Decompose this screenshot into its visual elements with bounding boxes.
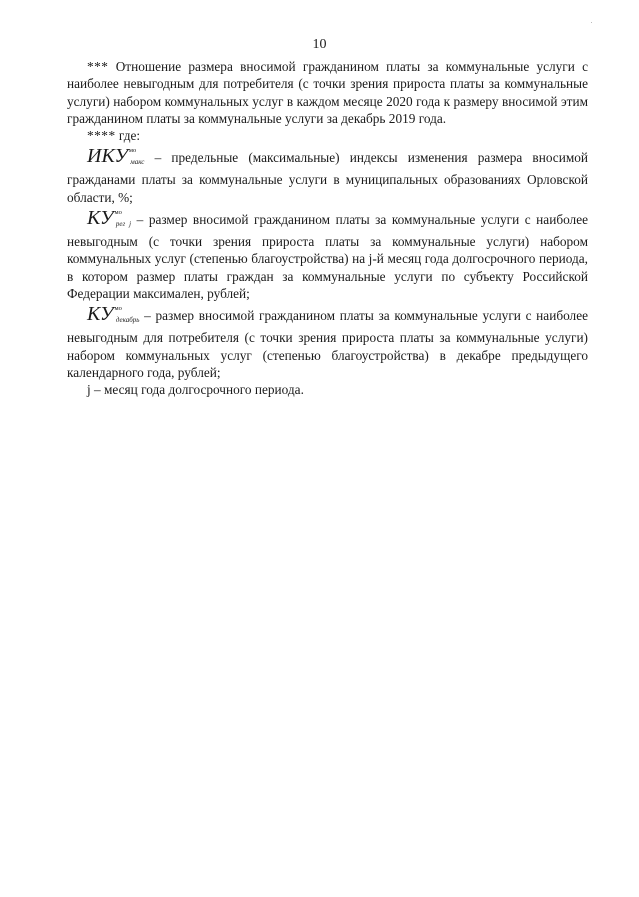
formula-iku xyxy=(87,145,144,167)
formula-ku-reg-subscript: рег j xyxy=(115,220,132,229)
footnote-4 xyxy=(67,127,588,144)
footnote-3 xyxy=(67,58,588,127)
formula-ku-december-subscript: декабрь xyxy=(115,316,140,325)
formula-ku-reg-superscript: мо xyxy=(114,209,122,217)
footnote-3-text: Отношение размера вносимой гражданином платы за коммунальные услуги с наиболее невыгодным для потребителя (с точки зрения прироста платы за коммунальные услуги) набором коммунальных услуг в каждом месяце 2020 года к размеру вносимой этим гражданином платы за коммунальные услуги за декабрь 2019 года. xyxy=(67,59,588,126)
formula-ku-december-superscript: мо xyxy=(114,305,122,313)
definition-ku-december-text: – размер вносимой гражданином платы за коммунальные услуги с наиболее невыгодным для потребителя (с точки зрения прироста платы за коммунальные услуги) набором коммунальных услуг (степенью благоустройства) в декабре предыдущего календарного года, рублей; xyxy=(67,308,588,380)
footnote-3-marker: *** xyxy=(87,59,109,74)
formula-iku-symbol: ИКУ xyxy=(87,145,128,168)
definition-j xyxy=(67,381,588,398)
formula-iku-subscript: макс xyxy=(130,158,145,167)
document-body xyxy=(67,58,588,398)
definition-iku xyxy=(67,146,588,206)
definition-ku-reg xyxy=(67,208,588,302)
footnote-4-marker: **** xyxy=(87,128,116,144)
formula-iku-superscript: мо xyxy=(128,147,137,155)
formula-ku-reg-symbol: КУ xyxy=(87,207,114,230)
definition-j-text: j – месяц года долгосрочного периода. xyxy=(87,382,304,398)
definition-ku-december xyxy=(67,304,588,381)
footnote-4-label: где: xyxy=(118,128,141,144)
formula-ku-reg xyxy=(87,207,131,229)
definition-ku-reg-text: – размер вносимой гражданином платы за коммунальные услуги с наиболее невыгодным (с точки зрения прироста платы за коммунальные услуги) набором коммунальных услуг (степенью благоустройства) на j-й месяц года долгосрочного периода, в котором размер платы граждан за коммунальные услуги по субъекту Российской Федерации максимален, рублей; xyxy=(67,212,588,301)
page-number: 10 xyxy=(312,37,327,52)
formula-ku-december xyxy=(87,303,139,325)
definition-iku-text: – предельные (максимальные) индексы изменения размера вносимой гражданами платы за коммунальные услуги в муниципальных образованиях Орловской области, %; xyxy=(67,150,588,205)
scan-speck xyxy=(591,22,592,23)
formula-ku-december-symbol: КУ xyxy=(87,303,114,326)
